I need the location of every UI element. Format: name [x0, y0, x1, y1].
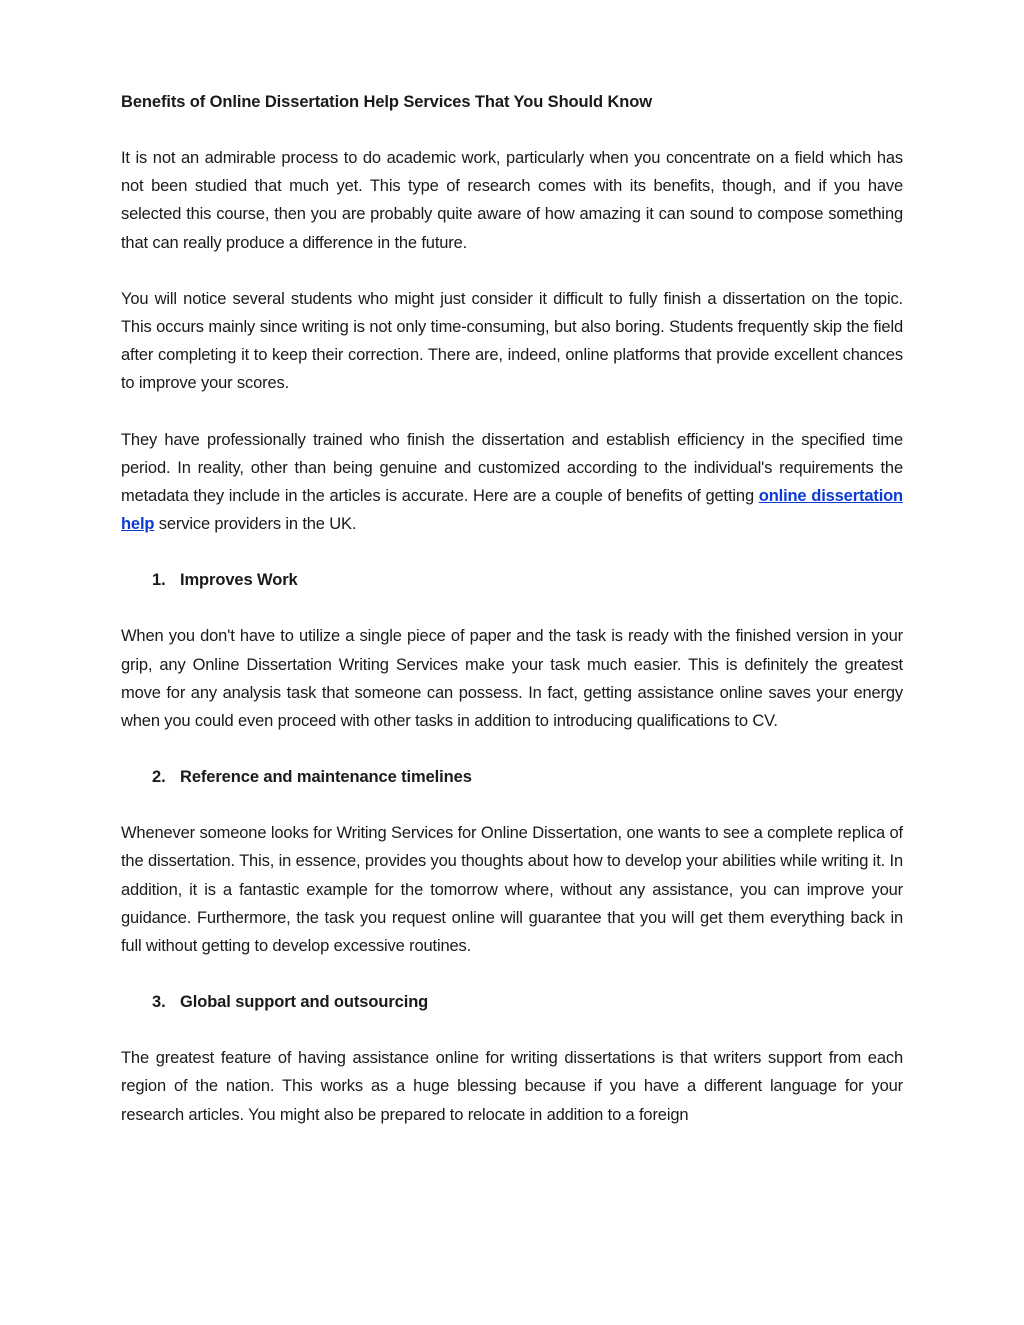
document-page — [121, 88, 903, 1157]
section-number: 1. — [152, 571, 166, 590]
document-title: Benefits of Online Dissertation Help Services That You Should Know — [121, 93, 652, 111]
paragraph-benefits-intro — [121, 426, 903, 539]
section-heading-text: Reference and maintenance timelines — [180, 768, 472, 787]
section-heading-text: Global support and outsourcing — [180, 993, 429, 1012]
paragraph-intro: It is not an admirable process to do academic work, particularly when you concentrate on a field which has not been studied that much yet. This type of research comes with its benefits, though, and if you have selected this course, then you are probably quite aware of how amazing it can sound to compose something that can really produce a difference in the future. — [121, 149, 903, 252]
section-number: 3. — [152, 993, 166, 1012]
section-heading-global-support — [121, 988, 903, 1016]
paragraph-benefits-text-before: They have professionally trained who finish the dissertation and establish efficiency in the specified time period. In reality, other than being genuine and customized according to the individual's requirements the metadata they include in the articles is accurate. Here are a couple of benefits of getting — [121, 430, 903, 506]
paragraph-benefits-text-after: service providers in the UK. — [154, 515, 357, 534]
section-number: 2. — [152, 768, 166, 787]
section-heading-reference-timelines — [121, 763, 903, 791]
paragraph-students: You will notice several students who might just consider it difficult to fully finish a dissertation on the topic. This occurs mainly since writing is not only time-consuming, but also boring. Students frequently skip the field after completing it to keep their correction. There are, indeed, online platforms that provide excellent chances to improve your scores. — [121, 289, 903, 393]
section-body-improves-work: When you don't have to utilize a single piece of paper and the task is ready with the finished version in your grip, any Online Dissertation Writing Services make your task much easier. This is definitely the greatest move for any analysis task that someone can possess. In fact, getting assistance online saves your energy when you could even proceed with other tasks in addition to introducing qualifications to CV. — [121, 627, 903, 731]
online-dissertation-help-link[interactable]: online dissertation help — [121, 487, 903, 534]
section-body-global-support: The greatest feature of having assistance online for writing dissertations is that writers support from each region of the nation. This works as a huge blessing because if you have a different language for your research articles. You might also be prepared to relocate in addition to a foreign — [121, 1049, 903, 1124]
section-heading-improves-work — [121, 566, 903, 594]
section-heading-text: Improves Work — [180, 571, 298, 590]
section-body-reference-timelines: Whenever someone looks for Writing Services for Online Dissertation, one wants to see a complete replica of the dissertation. This, in essence, provides you thoughts about how to develop your abilities while writing it. In addition, it is a fantastic example for the tomorrow where, without any assistance, you can improve your guidance. Furthermore, the task you request online will guarantee that you will get them everything back in full without getting to develop excessive routines. — [121, 824, 903, 956]
